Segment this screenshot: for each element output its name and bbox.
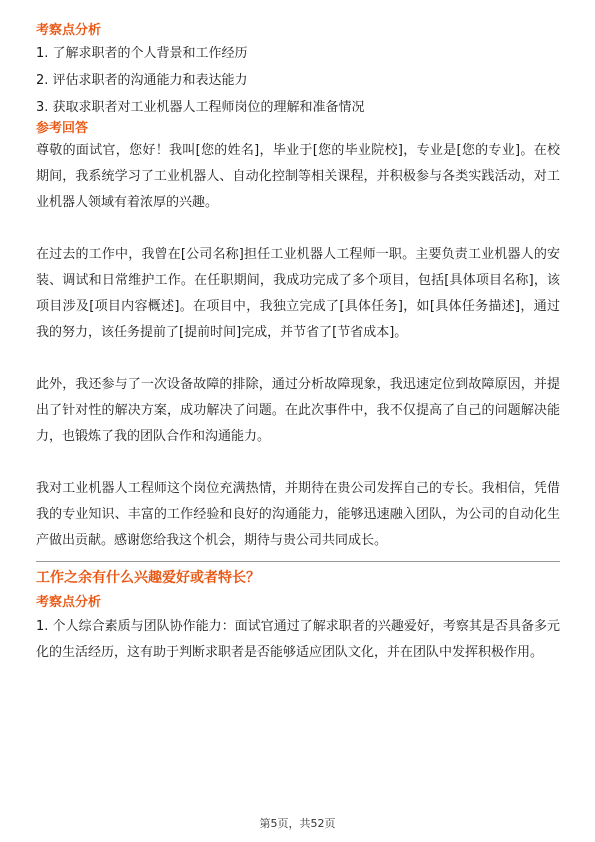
answer-paragraph-1: 尊敬的面试官，您好！我叫[您的姓名]，毕业于[您的毕业院校]，专业是[您的专业]。在校期间，我系统学习了工业机器人、自动化控制等相关课程，并积极参与各类实践活动，对工业机器人领域有着浓厚的兴趣。 bbox=[36, 143, 560, 210]
analysis-point-1: 1. 了解求职者的个人背景和工作经历 bbox=[36, 46, 248, 61]
answer-heading: 参考回答 bbox=[36, 121, 89, 136]
analysis-heading-2: 考察点分析 bbox=[36, 595, 102, 610]
analysis-point-3: 3. 获取求职者对工业机器人工程师岗位的理解和准备情况 bbox=[36, 100, 365, 115]
page-footer: 第5页，共52页 bbox=[259, 817, 336, 830]
analysis-point-2-1: 1. 个人综合素质与团队协作能力：面试官通过了解求职者的兴趣爱好，考察其是否具备多元化的生活经历，这有助于判断求职者是否能够适应团队文化，并在团队中发挥积极作用。 bbox=[36, 619, 560, 660]
answer-paragraph-4: 我对工业机器人工程师这个岗位充满热情，并期待在贵公司发挥自己的专长。我相信，凭借我的专业知识、丰富的工作经验和良好的沟通能力，能够迅速融入团队，为公司的自动化生产做出贡献。感谢您给我这个机会，期待与贵公司共同成长。 bbox=[36, 481, 560, 548]
answer-paragraph-2: 在过去的工作中，我曾在[公司名称]担任工业机器人工程师一职。主要负责工业机器人的安装、调试和日常维护工作。在任职期间，我成功完成了多个项目，包括[具体项目名称]，该项目涉及[项目内容概述]。在项目中，我独立完成了[具体任务]，如[具体任务描述]，通过我的努力，该任务提前了[提前时间]完成，并节省了[节省成本]。 bbox=[36, 247, 560, 340]
document-page bbox=[36, 22, 560, 666]
analysis-heading: 考察点分析 bbox=[36, 23, 102, 38]
answer-paragraph-3: 此外，我还参与了一次设备故障的排除，通过分析故障现象，我迅速定位到故障原因，并提出了针对性的解决方案，成功解决了问题。在此次事件中，我不仅提高了自己的问题解决能力，也锻炼了我的团队合作和沟通能力。 bbox=[36, 377, 560, 444]
question-title: 工作之余有什么兴趣爱好或者特长？ bbox=[36, 570, 260, 586]
analysis-point-2: 2. 评估求职者的沟通能力和表达能力 bbox=[36, 73, 248, 88]
section-divider bbox=[36, 561, 560, 562]
